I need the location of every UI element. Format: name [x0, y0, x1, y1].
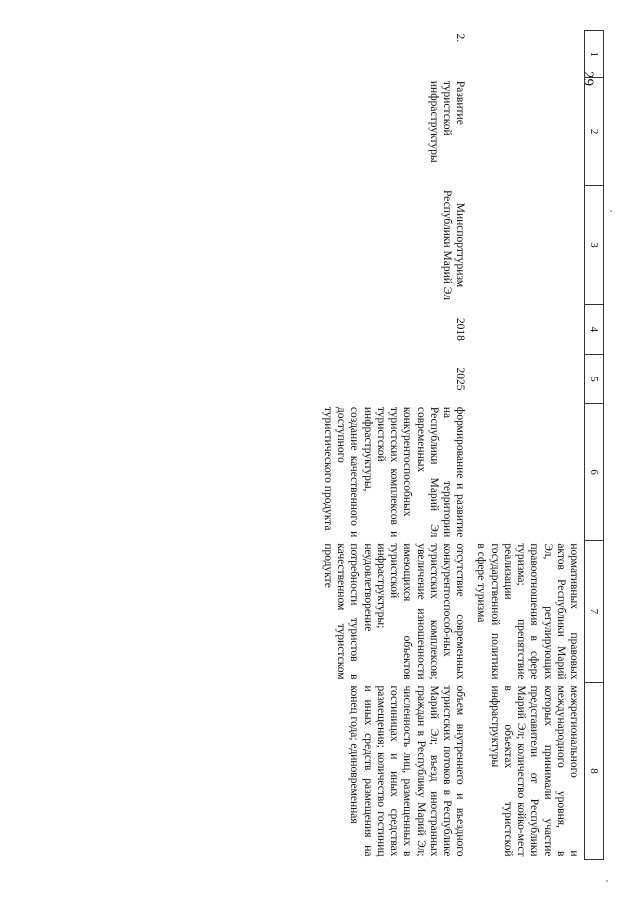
cell-row2-indicators: объем внутреннего и въездного туристских потоков в Республике Марий Эл; въезд иностранных граждан в Республику Марий Эл; численность лиц, размещенных в гостиницах и иных средствах размещения; количество гостиниц и иных средств размещения на конец года; единовременная — [348, 685, 467, 857]
page-number: 29 — [580, 71, 596, 86]
cell-row2-executor: Минспорттуризм Республики Марий Эл — [441, 189, 467, 300]
scan-speck — [610, 210, 612, 212]
cell-row2-name: Развитие туристской инфраструктуры — [427, 80, 467, 163]
header-col-5: 5 — [585, 354, 604, 404]
table-row-continuation — [470, 31, 584, 860]
header-col-1: 1 — [585, 31, 604, 78]
table-row-2 — [317, 31, 470, 860]
header-col-4: 4 — [585, 304, 604, 354]
cell-row2-start: 2018 — [454, 317, 467, 341]
cell-continuation-col8: межрегионального и международного уровня, в которых принимали участие представители от Республики Марий Эл; количество койко-мест в объектах туристской инфраструктуры — [488, 685, 580, 857]
cell-row2-result: формирование и развитие на территории Республики Марий Эл современных конкурентоспособных туристских комплексов и туристской инфраструктуры, создание качественного и доступного туристического продукта — [322, 406, 467, 538]
cell-row2-num: 2. — [454, 33, 467, 43]
rotated-table-container — [104, 30, 604, 860]
table-header-row — [585, 31, 604, 860]
cell-row2-consequences: отсутствие современных конкурентоспособ-ных туристских комплексов; увеличение изношенности имеющихся объектов туристской инфраструктуры; неудовлетворение потребности туристов в качественном туристском продукте — [322, 543, 467, 680]
header-col-2: 2 — [585, 78, 604, 186]
scan-speck — [606, 880, 608, 882]
header-col-8: 8 — [585, 683, 604, 860]
header-col-7: 7 — [585, 540, 604, 682]
header-col-6: 6 — [585, 404, 604, 540]
cell-continuation-col7: нормативных правовых актов Республики Марий Эл, регулирующих правоотношения в сфере туризма; препятствие реализации государственной политики в сфере туризма — [475, 543, 580, 680]
header-col-3: 3 — [585, 185, 604, 304]
program-table — [317, 30, 604, 860]
cell-row2-end: 2025 — [454, 367, 467, 391]
